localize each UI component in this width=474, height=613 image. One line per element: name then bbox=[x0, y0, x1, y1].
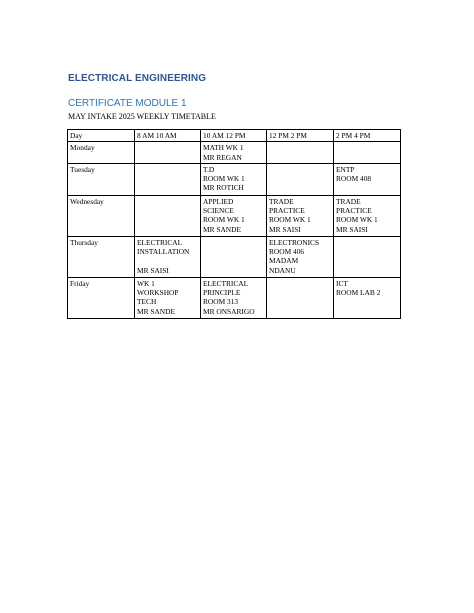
timetable-cell: TRADE PRACTICE ROOM WK 1 MR SAISI bbox=[267, 195, 334, 236]
day-cell: Wednesday bbox=[68, 195, 135, 236]
timetable-cell: T.D ROOM WK 1 MR ROTICH bbox=[201, 163, 267, 195]
timetable-cell: ELECTRICAL INSTALLATION MR SAISI bbox=[135, 236, 201, 277]
header-cell-slot-1: 8 AM 10 AM bbox=[135, 130, 201, 142]
table-row-friday bbox=[68, 277, 401, 318]
timetable-cell bbox=[135, 195, 201, 236]
header-cell-slot-2: 10 AM 12 PM bbox=[201, 130, 267, 142]
table-row-monday bbox=[68, 142, 401, 164]
table-row-wednesday bbox=[68, 195, 401, 236]
document-heading: ELECTRICAL ENGINEERING bbox=[68, 73, 207, 84]
timetable-cell bbox=[135, 142, 201, 164]
timetable-cell bbox=[334, 142, 401, 164]
timetable-cell: ENTP ROOM 408 bbox=[334, 163, 401, 195]
header-cell-day: Day bbox=[68, 130, 135, 142]
timetable-cell bbox=[201, 236, 267, 277]
timetable-cell bbox=[135, 163, 201, 195]
day-cell: Friday bbox=[68, 277, 135, 318]
module-subheading: CERTIFICATE MODULE 1 bbox=[68, 98, 187, 109]
timetable-cell: TRADE PRACTICE ROOM WK 1 MR SAISI bbox=[334, 195, 401, 236]
timetable-cell: WK 1 WORKSHOP TECH MR SANDE bbox=[135, 277, 201, 318]
timetable-cell bbox=[267, 142, 334, 164]
day-cell: Thursday bbox=[68, 236, 135, 277]
timetable-cell: MATH WK 1 MR REGAN bbox=[201, 142, 267, 164]
timetable-cell: ELECTRONICS ROOM 406 MADAM NDANU bbox=[267, 236, 334, 277]
timetable bbox=[67, 129, 401, 319]
table-row-tuesday bbox=[68, 163, 401, 195]
table-row-thursday bbox=[68, 236, 401, 277]
day-cell: Tuesday bbox=[68, 163, 135, 195]
header-cell-slot-4: 2 PM 4 PM bbox=[334, 130, 401, 142]
table-header-row bbox=[68, 130, 401, 142]
day-cell: Monday bbox=[68, 142, 135, 164]
timetable-cell bbox=[334, 236, 401, 277]
timetable-cell: APPLIED SCIENCE ROOM WK 1 MR SANDE bbox=[201, 195, 267, 236]
header-cell-slot-3: 12 PM 2 PM bbox=[267, 130, 334, 142]
timetable-cell bbox=[267, 277, 334, 318]
timetable-cell bbox=[267, 163, 334, 195]
timetable-cell: ICT ROOM LAB 2 bbox=[334, 277, 401, 318]
timetable-caption: MAY INTAKE 2025 WEEKLY TIMETABLE bbox=[68, 112, 216, 121]
timetable-cell: ELECTRICAL PRINCIPLE ROOM 313 MR ONSARIGO bbox=[201, 277, 267, 318]
